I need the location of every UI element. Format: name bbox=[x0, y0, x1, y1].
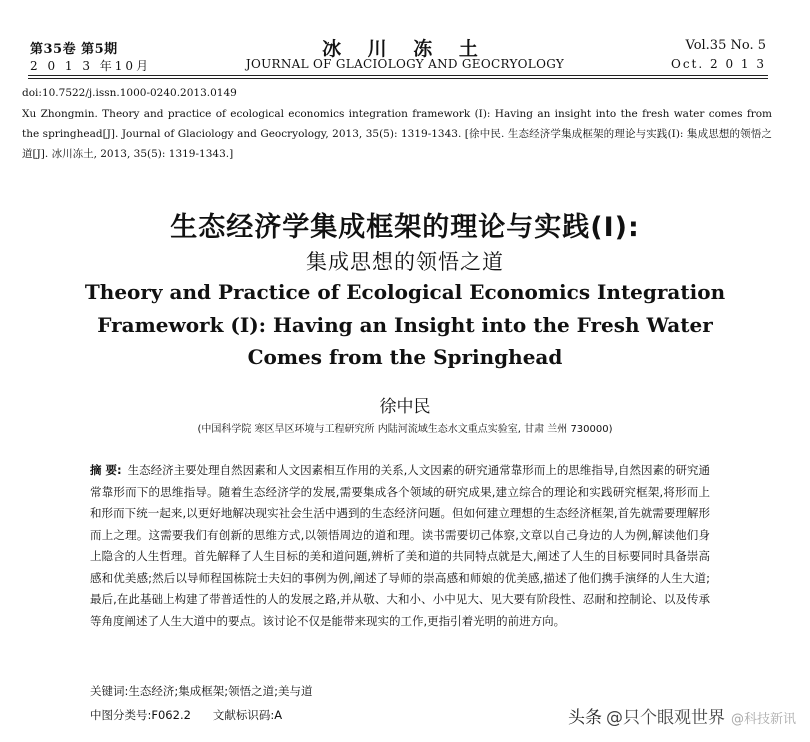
watermark-platform: 头条 bbox=[567, 708, 602, 728]
affiliation: (中国科学院 寒区旱区环境与工程研究所 内陆河流域生态水文重点实验室, 甘肃 兰州 730000) bbox=[197, 424, 613, 435]
watermark bbox=[568, 703, 796, 728]
date-zh: 2 0 1 3 年10月 bbox=[30, 59, 152, 73]
keywords: 关键词:生态经济;集成框架;领悟之道;美与道 bbox=[90, 684, 313, 698]
title-zh: 生态经济学集成框架的理论与实践(Ⅰ): bbox=[170, 212, 640, 243]
title-en: Theory and Practice of Ecological Economics Integration Framework (Ⅰ): Having an Insight into the Fresh Water Comes from the Springhead bbox=[84, 280, 726, 369]
journal-name-en: JOURNAL OF GLACIOLOGY AND GEOCRYOLOGY bbox=[245, 57, 565, 71]
citation-text: Xu Zhongmin. Theory and practice of ecological economics integration framework (I): Having an insight into the fresh water comes from the springhead[J]. Journal of Glaciology and Geocryology, 2013, 35(5): 1319-1343. [徐中民. 生态经济学集成框架的理论与实践(I): 集成思想的领悟之道[J]. 冰川冻土, 2013, 35(5): 1319-1343.] bbox=[22, 108, 772, 160]
abstract bbox=[90, 460, 710, 632]
classification-line bbox=[90, 707, 304, 723]
date-en: Oct. 2 0 1 3 bbox=[671, 57, 766, 71]
volume-issue-zh: 第35卷 第5期 bbox=[30, 42, 118, 57]
watermark-sub: @科技新讯 bbox=[730, 712, 796, 727]
abstract-text: 生态经济主要处理自然因素和人文因素相互作用的关系,人文因素的研究通常靠形而上的思维指导,自然因素的研究通常靠形而下的思维指导。随着生态经济学的发展,需要集成各个领域的研究成果,建立综合的理论和实践研究框架,将形而上和形而下统一起来,以更好地解决现实社会生活中遇到的生态经济问题。但如何建立理想的生态经济框架,首先就需要理解形而上之理。这需要我们有创新的思维方式,以领悟周边的道和理。读书需要切己体察,文章以自己身边的人为例,解读他们身上隐含的人生哲理。首先解释了人生目标的美和道问题,辨析了美和道的共同特点就是大,阐述了人生的目标要同时具备崇高感和优美感;然后以导师程国栋院士夫妇的事例为例,阐述了导师的崇高感和师娘的优美感,描述了他们携手演绎的人生大道;最后,在此基础上构建了带普适性的人的发展之路,并从敬、大和小、小中见大、见大要有阶段性、忍耐和控制论、以及传承等角度阐述了人生大道中的要点。该讨论不仅是能带来现实的工作,更指引着光明的前进方向。 bbox=[90, 463, 710, 628]
header-rule-bottom bbox=[28, 78, 768, 79]
document-code: 文献标识码:A bbox=[212, 708, 283, 722]
subtitle-zh: 集成思想的领悟之道 bbox=[306, 250, 504, 274]
classification-number: 中图分类号:F062.2 bbox=[90, 708, 191, 722]
header-rule-top bbox=[28, 75, 768, 76]
author-name: 徐中民 bbox=[379, 397, 431, 417]
volume-issue-en: Vol.35 No. 5 bbox=[685, 38, 766, 53]
doi-line[interactable]: doi:10.7522/j.issn.1000-0240.2013.0149 bbox=[22, 87, 237, 99]
watermark-handle: @只个眼观世界 bbox=[605, 708, 725, 728]
abstract-label: 摘 要: bbox=[90, 463, 122, 477]
journal-header bbox=[0, 36, 810, 76]
journal-name-zh: 冰 川 冻 土 bbox=[322, 38, 488, 60]
